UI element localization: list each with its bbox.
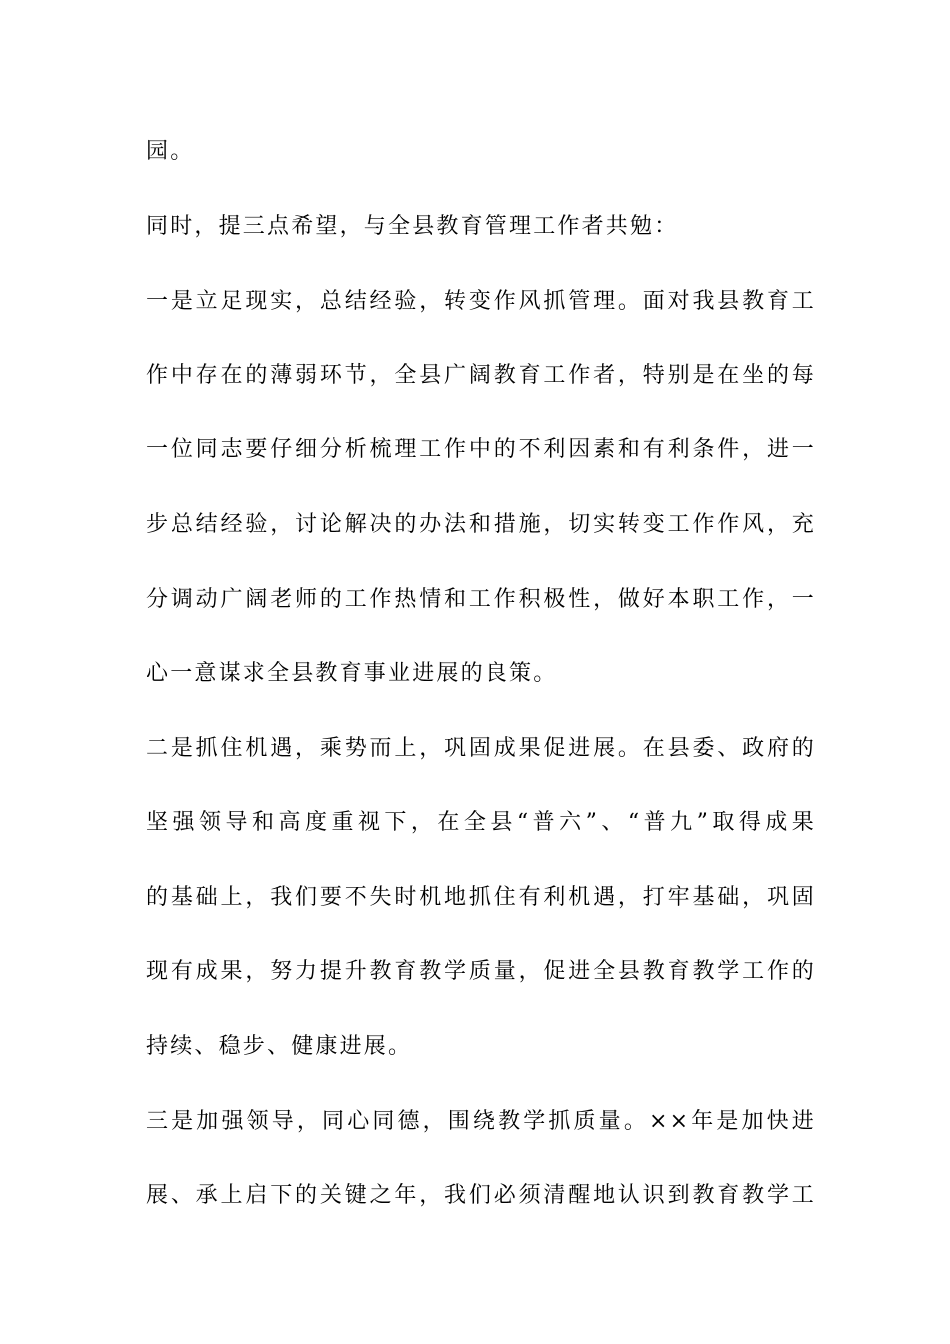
text-line: 园。 xyxy=(146,139,195,164)
text-line: 同时，提三点希望，与全县教育管理工作者共勉： xyxy=(146,214,679,239)
text-line: 心一意谋求全县教育事业进展的良策。 xyxy=(146,661,558,686)
text-line: 步总结经验，讨论解决的办法和措施，切实转变工作作风，充 xyxy=(146,512,816,537)
text-line: 分调动广阔老师的工作热情和工作积极性，做好本职工作，一 xyxy=(146,587,816,612)
text-line: 三是加强领导，同心同德，围绕教学抓质量。××年是加快进 xyxy=(146,1109,816,1134)
text-line: 展、承上启下的关键之年，我们必须清醒地认识到教育教学工 xyxy=(146,1183,816,1208)
text-line: 作中存在的薄弱环节，全县广阔教育工作者，特别是在坐的每 xyxy=(146,363,816,388)
text-line: 一是立足现实，总结经验，转变作风抓管理。面对我县教育工 xyxy=(146,289,816,314)
text-line: 现有成果，努力提升教育教学质量，促进全县教育教学工作的 xyxy=(146,959,816,984)
text-line: 的基础上，我们要不失时机地抓住有利机遇，打牢基础，巩固 xyxy=(146,885,816,910)
text-line: 持续、稳步、健康进展。 xyxy=(146,1034,413,1059)
text-line: 坚强领导和高度重视下，在全县“普六”、“普九”取得成果 xyxy=(146,810,816,835)
text-line: 一位同志要仔细分析梳理工作中的不利因素和有利条件，进一 xyxy=(146,437,816,462)
text-line: 二是抓住机遇，乘势而上，巩固成果促进展。在县委、政府的 xyxy=(146,736,816,761)
